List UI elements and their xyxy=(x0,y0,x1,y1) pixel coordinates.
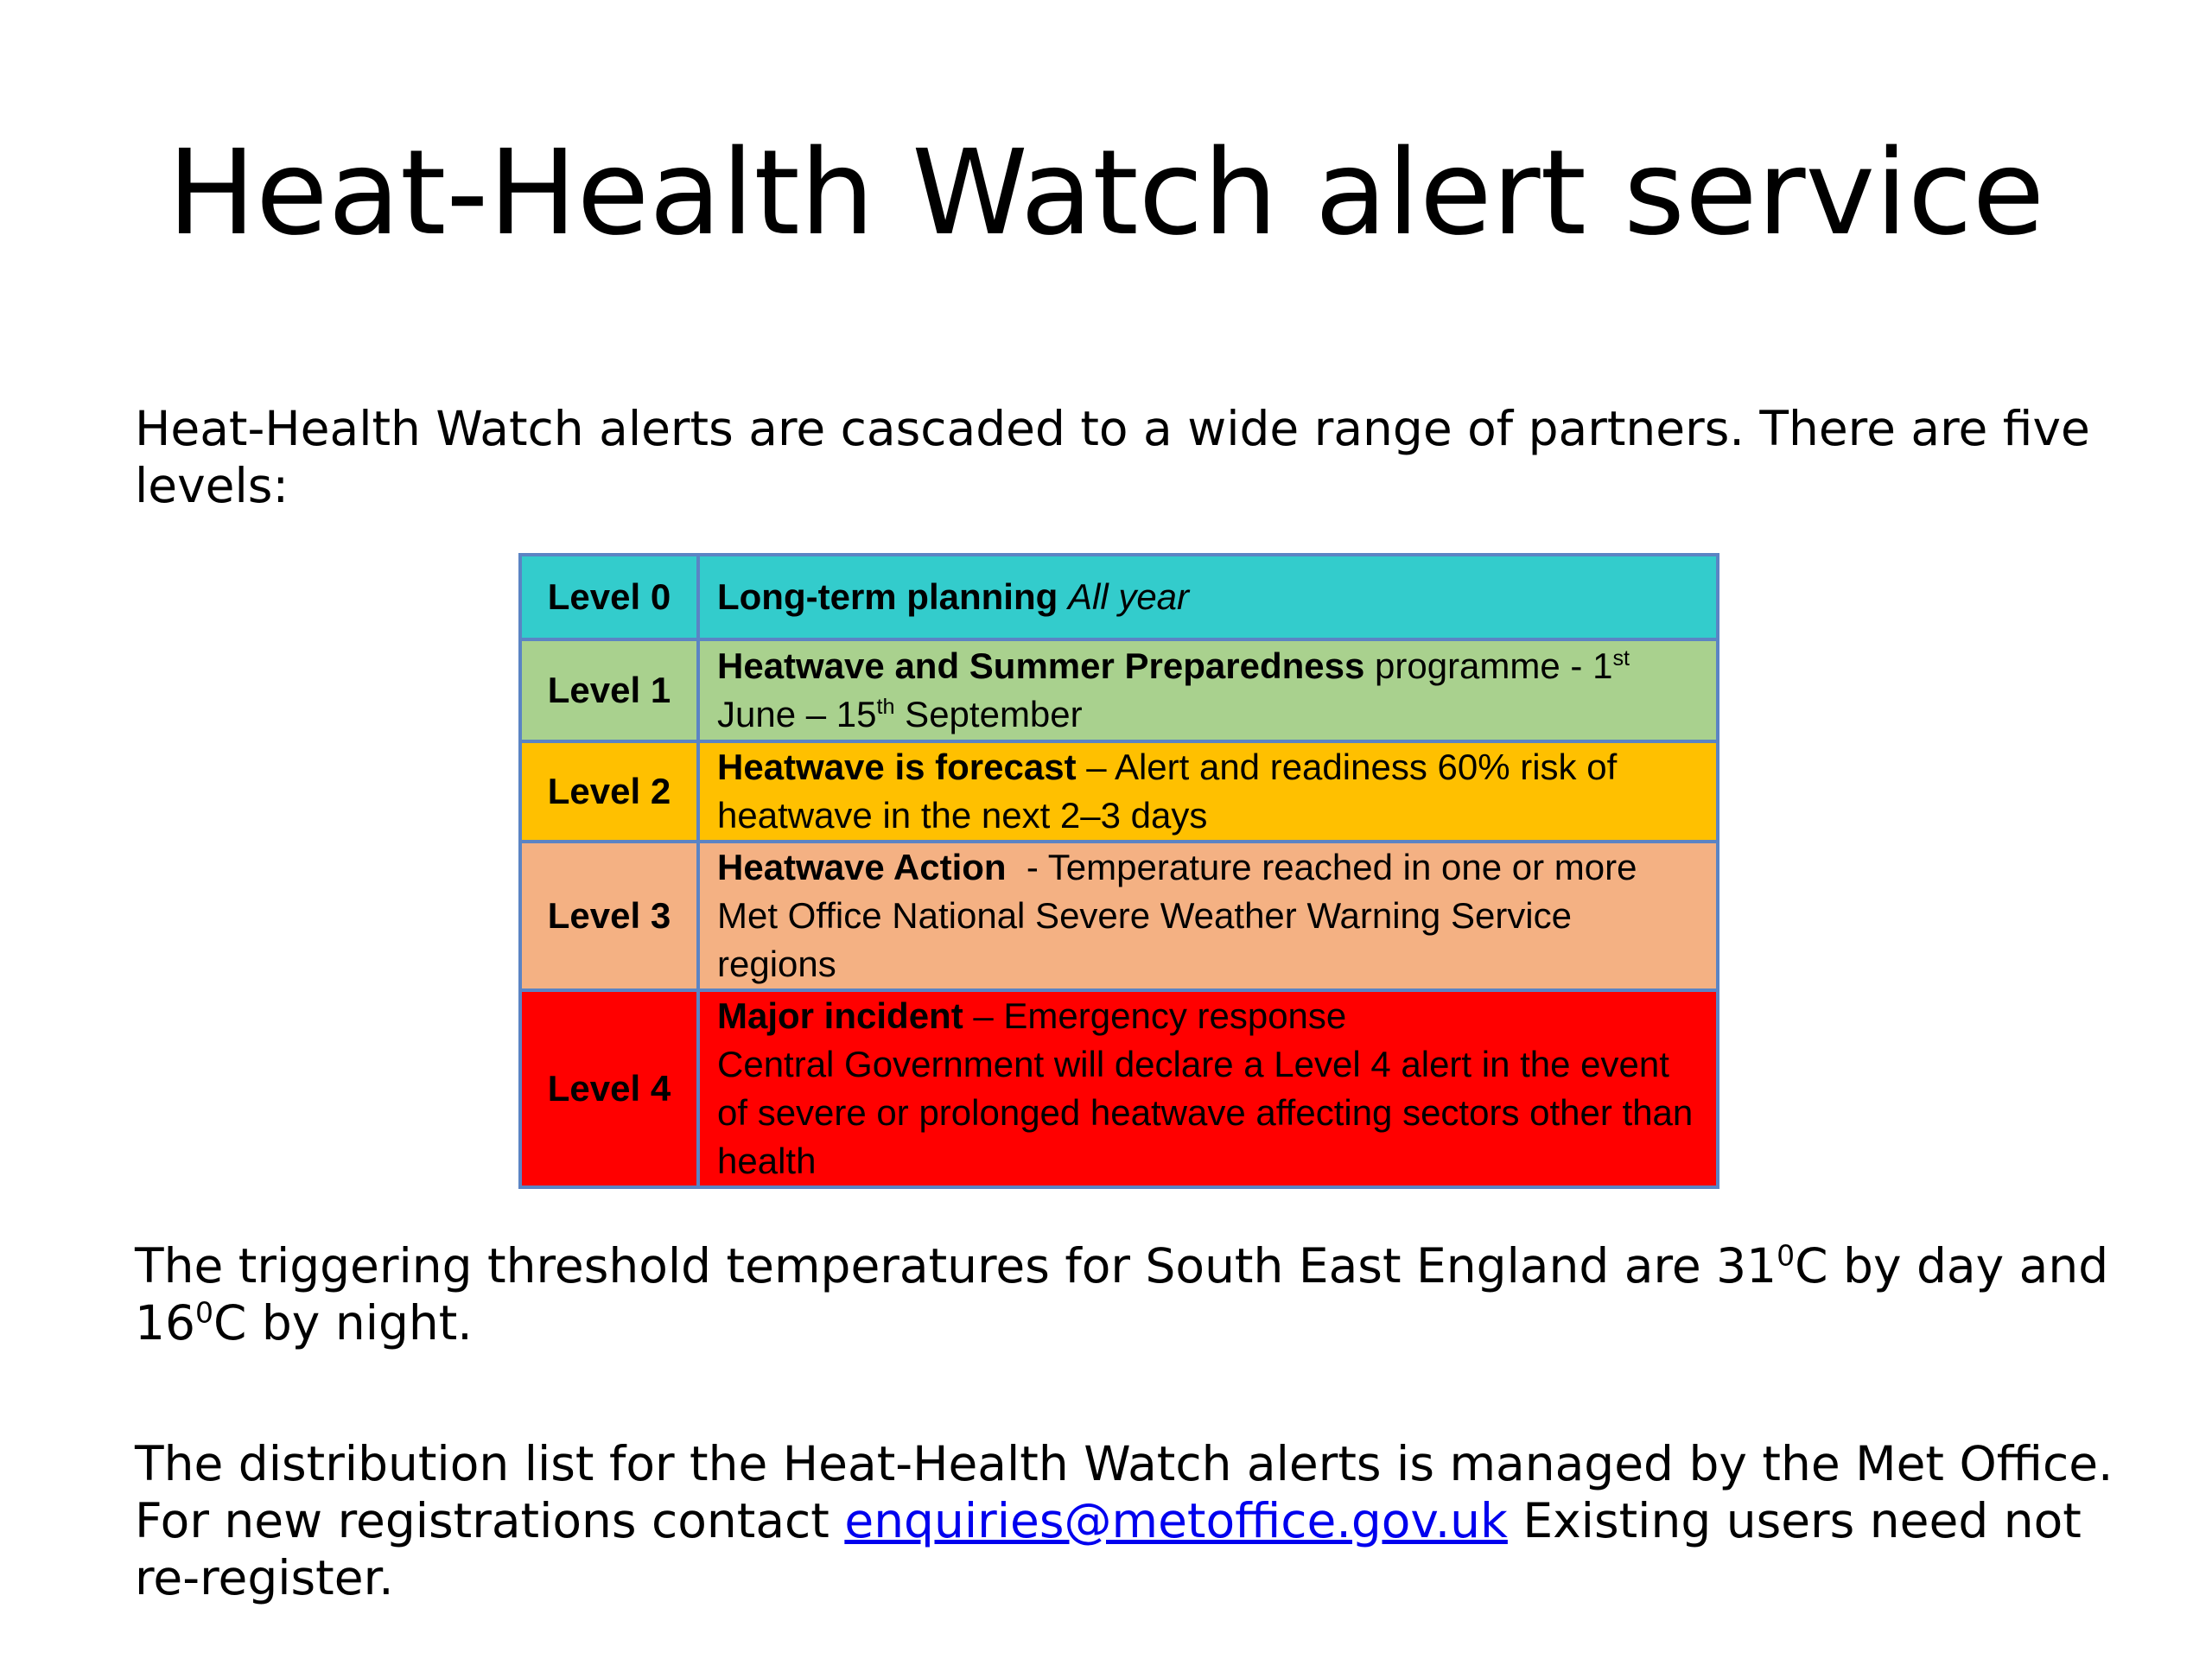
threshold-part-3: C by night. xyxy=(213,1295,473,1351)
threshold-part-2: C by day and 16 xyxy=(135,1238,2109,1351)
level-1-title: Heatwave and Summer Preparedness xyxy=(717,645,1365,686)
level-2-description xyxy=(698,741,1718,842)
table-row xyxy=(520,990,1718,1187)
level-4-label: Level 4 xyxy=(520,990,698,1187)
level-1-sup-b: th xyxy=(876,695,895,719)
alert-levels-table xyxy=(518,553,1719,1189)
threshold-text xyxy=(135,1237,2113,1351)
degree-mark: 0 xyxy=(1777,1238,1796,1273)
level-4-detail: Central Government will declare a Level 4 alert in the event of severe or prolonged heatwave affecting sectors other than health xyxy=(717,1044,1694,1181)
level-3-description xyxy=(698,842,1718,990)
degree-mark: 0 xyxy=(195,1295,213,1330)
level-1-sup-a: st xyxy=(1612,646,1630,671)
level-2-label: Level 2 xyxy=(520,741,698,842)
table-row xyxy=(520,555,1718,639)
distribution-text-after: Existing users need not re-register. xyxy=(135,1493,2082,1605)
table-row xyxy=(520,639,1718,741)
level-0-description xyxy=(698,555,1718,639)
level-3-label: Level 3 xyxy=(520,842,698,990)
level-1-text-b: June – 15 xyxy=(717,694,877,734)
page-title: Heat-Health Watch alert service xyxy=(167,125,2045,262)
level-0-label: Level 0 xyxy=(520,555,698,639)
intro-text: Heat-Health Watch alerts are cascaded to a wide range of partners. There are five levels: xyxy=(135,401,2090,513)
level-4-text: – Emergency response xyxy=(963,995,1347,1036)
level-2-title: Heatwave is forecast xyxy=(717,747,1077,787)
level-4-title: Major incident xyxy=(717,995,963,1036)
level-3-text: - Temperature reached in one or more Met Office National Severe Weather Warning Service regions xyxy=(717,847,1648,984)
threshold-part-1: The triggering threshold temperatures for South East England are 31 xyxy=(135,1238,1777,1294)
level-3-title: Heatwave Action xyxy=(717,847,1007,887)
level-1-text-a: programme - 1 xyxy=(1364,645,1613,686)
level-1-text-c: September xyxy=(894,694,1083,734)
table-row xyxy=(520,741,1718,842)
email-link[interactable]: enquiries@metoffice.gov.uk xyxy=(844,1493,1508,1548)
distribution-text xyxy=(135,1435,2113,1606)
level-1-description xyxy=(698,639,1718,741)
distribution-text-before: The distribution list for the Heat-Health Watch alerts is managed by the Met Office. For new registrations contact xyxy=(135,1436,2113,1548)
level-2-text: – Alert and readiness 60% risk of heatwave in the next 2–3 days xyxy=(717,747,1618,836)
level-4-description xyxy=(698,990,1718,1187)
table-row xyxy=(520,842,1718,990)
level-0-period: All year xyxy=(1067,576,1190,617)
level-0-title: Long-term planning xyxy=(717,576,1058,617)
level-1-label: Level 1 xyxy=(520,639,698,741)
